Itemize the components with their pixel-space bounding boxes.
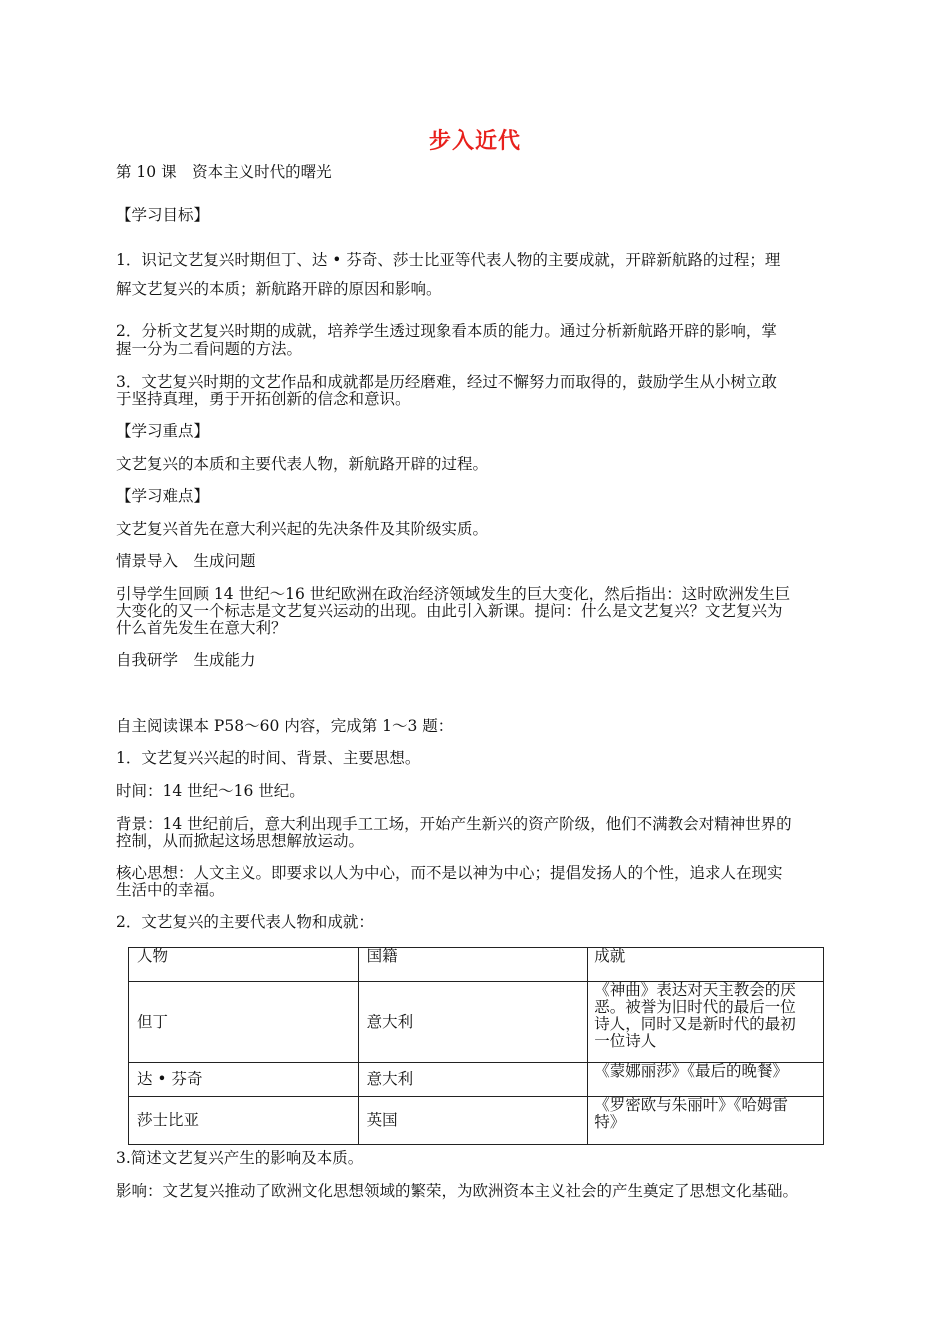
question-1: 1．文艺复兴兴起的时间、背景、主要思想。 — [116, 749, 421, 767]
intro-line3: 什么首先发生在意大利？ — [116, 619, 287, 637]
intro-line2: 大变化的又一个标志是文艺复兴运动的出现。由此引入新课。提问：什么是文艺复兴？文艺复兴为 — [116, 602, 783, 620]
achievement-line: 诗人，同时又是新时代的最初 — [594, 1015, 796, 1033]
header-country: 国籍 — [358, 948, 588, 982]
table-row — [129, 982, 824, 1063]
background-line2: 控制，从而掀起这场思想解放运动。 — [116, 832, 365, 850]
focus-text: 文艺复兴的本质和主要代表人物，新航路开辟的过程。 — [116, 455, 489, 473]
cell-country: 意大利 — [358, 982, 588, 1063]
intro-line1: 引导学生回顾 14 世纪～16 世纪欧洲在政治经济领域发生的巨大变化，然后指出：这时欧洲发生巨 — [116, 585, 791, 603]
goal3-line1: 3．文艺复兴时期的文艺作品和成就都是历经磨难，经过不懈努力而取得的，鼓励学生从小树立敢 — [116, 373, 777, 391]
impact-text: 影响：文艺复兴推动了欧洲文化思想领域的繁荣，为欧洲资本主义社会的产生奠定了思想文化基础。 — [116, 1182, 799, 1200]
achievement-line: 恶。被誉为旧时代的最后一位 — [594, 998, 796, 1016]
figures-table — [128, 947, 824, 1145]
cell-person: 达 • 芬奇 — [129, 1063, 359, 1097]
lesson-title: 第 10 课 资本主义时代的曙光 — [116, 163, 332, 181]
table-row — [129, 1063, 824, 1097]
cell-person: 莎士比亚 — [129, 1097, 359, 1145]
achievement-line: 特》 — [594, 1113, 626, 1131]
cell-achievement — [588, 982, 824, 1063]
question-3: 3.简述文艺复兴产生的影响及本质。 — [116, 1149, 364, 1167]
self-study-heading: 自我研学 生成能力 — [116, 651, 256, 669]
goals-heading: 【学习目标】 — [116, 206, 210, 224]
header-achievement: 成就 — [588, 948, 824, 982]
intro-heading: 情景导入 生成问题 — [116, 552, 256, 570]
core-line1: 核心思想：人文主义。即要求以人为中心，而不是以神为中心；提倡发扬人的个性，追求人在现实 — [116, 864, 783, 882]
cell-achievement — [588, 1063, 824, 1097]
cell-achievement — [588, 1097, 824, 1145]
page-title: 步入近代 — [428, 128, 521, 154]
difficulty-text: 文艺复兴首先在意大利兴起的先决条件及其阶级实质。 — [116, 520, 489, 538]
header-person: 人物 — [129, 948, 359, 982]
cell-country: 意大利 — [358, 1063, 588, 1097]
goal1-line1: 1．识记文艺复兴时期但丁、达 • 芬奇、莎士比亚等代表人物的主要成就，开辟新航路的过程；理 — [116, 251, 781, 269]
difficulty-heading: 【学习难点】 — [116, 487, 210, 505]
achievement-line: 《蒙娜丽莎》《最后的晚餐》 — [594, 1062, 789, 1080]
core-line2: 生活中的幸福。 — [116, 881, 225, 899]
cell-person: 但丁 — [129, 982, 359, 1063]
goal3-line2: 于坚持真理，勇于开拓创新的信念和意识。 — [116, 390, 411, 408]
table-row — [129, 1097, 824, 1145]
focus-heading: 【学习重点】 — [116, 422, 210, 440]
background-line1: 背景：14 世纪前后，意大利出现手工工场，开始产生新兴的资产阶级，他们不满教会对精神世界的 — [116, 815, 792, 833]
time-text: 时间：14 世纪～16 世纪。 — [116, 782, 305, 800]
reading-instruction: 自主阅读课本 P58～60 内容，完成第 1～3 题： — [116, 717, 454, 735]
table-header-row — [129, 948, 824, 982]
goal2-line2: 握一分为二看问题的方法。 — [116, 340, 303, 358]
achievement-line: 《神曲》表达对天主教会的厌 — [594, 981, 796, 999]
goal2-line1: 2．分析文艺复兴时期的成就，培养学生透过现象看本质的能力。通过分析新航路开辟的影响，掌 — [116, 322, 777, 340]
question-2: 2．文艺复兴的主要代表人物和成就： — [116, 913, 374, 931]
achievement-line: 一位诗人 — [594, 1032, 657, 1050]
achievement-line: 《罗密欧与朱丽叶》《哈姆雷 — [594, 1096, 789, 1114]
cell-country: 英国 — [358, 1097, 588, 1145]
goal1-line2: 解文艺复兴的本质；新航路开辟的原因和影响。 — [116, 280, 442, 298]
